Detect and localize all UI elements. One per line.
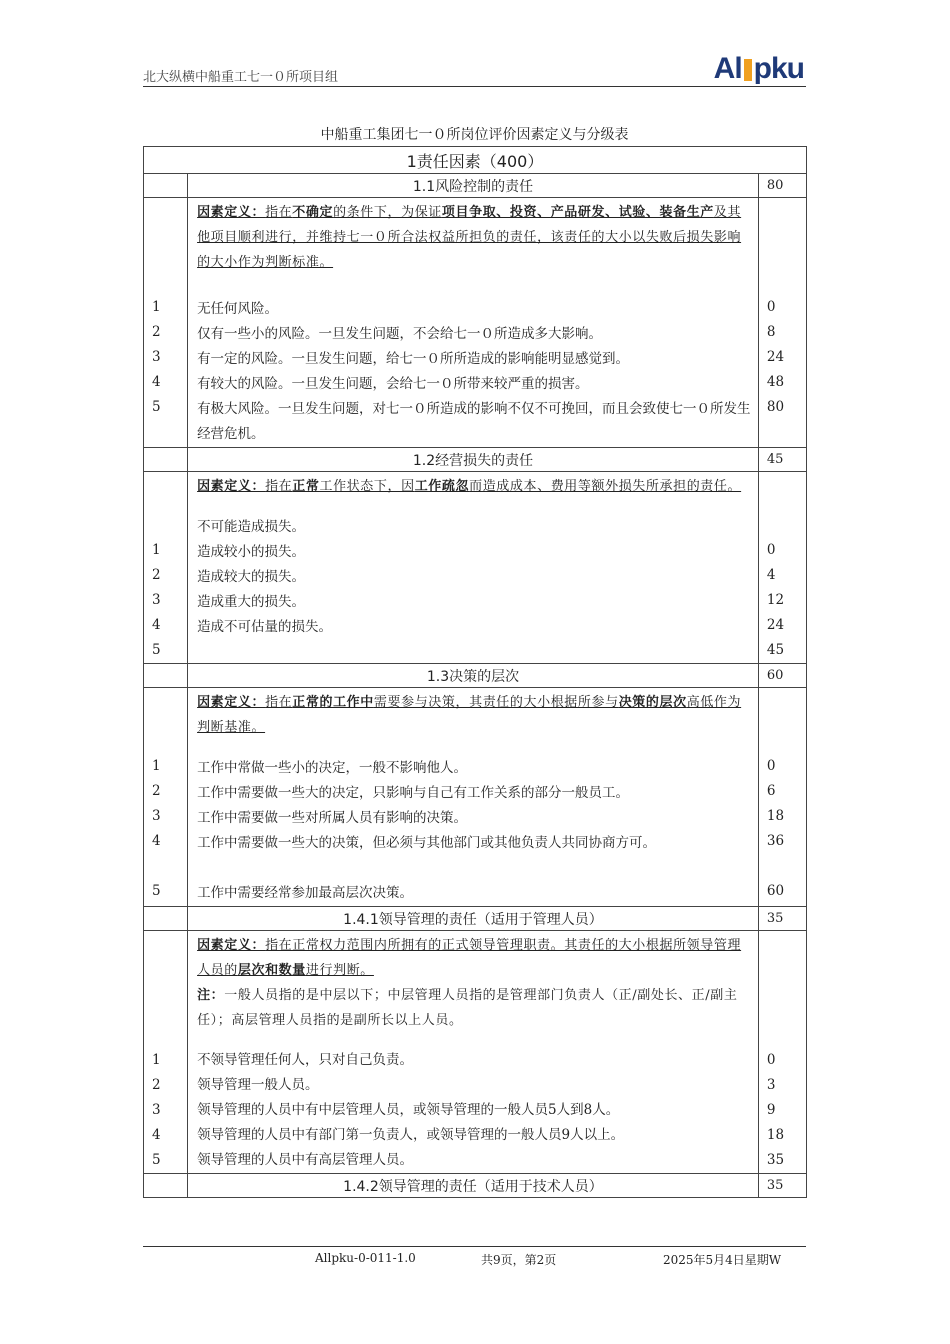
score-column: 0 4 12 24 45 [758, 472, 806, 664]
factor-content [188, 472, 759, 664]
evaluation-table [143, 146, 807, 1198]
document-id: Allpku-0-011-1.0 [315, 1251, 416, 1265]
level-descriptions: 工作中常做一些小的决定，一般不影响他人。 工作中需要做一些大的决定，只影响与自己有工作关系的部分一般员工。 工作中需要做一些对所属人员有影响的决策。 工作中需要做一些大的决策，但必须与其他部门或其他负责人共同协商方可。 工作中需要经常参加最高层次决策。 [197, 760, 657, 901]
factor-title: 1.2经营损失的责任 [188, 448, 759, 472]
factor-title: 1.4.1领导管理的责任（适用于管理人员） [188, 907, 759, 931]
factor-points: 80 [758, 174, 806, 198]
level-descriptions: 不可能造成损失。 造成较小的损失。 造成较大的损失。 造成重大的损失。 造成不可估量的损失。 [197, 519, 333, 635]
factor-content [188, 198, 759, 448]
factor-title: 1.4.2领导管理的责任（适用于技术人员） [188, 1174, 759, 1198]
factor-points: 35 [758, 1174, 806, 1198]
level-descriptions: 不领导管理任何人，只对自己负责。 领导管理一般人员。 领导管理的人员中有中层管理人员，或领导管理的一般人员5人到8人。 领导管理的人员中有部门第一负责人，或领导管理的一般人员9人以上。 领导管理的人员中有高层管理人员。 [197, 1052, 625, 1168]
logo-bar-icon [744, 59, 752, 81]
factor-definition: 因素定义：指在正常的工作中需要参与决策，其责任的大小根据所参与决策的层次高低作为判断基准。 [197, 695, 742, 735]
factor-content [188, 931, 759, 1174]
footer-date: 2025年5月4日星期W [663, 1253, 782, 1267]
factor-points: 60 [758, 664, 806, 688]
factor-definition: 因素定义：指在不确定的条件下，为保证项目争取、投资、产品研发、试验、装备生产及其他项目顺利进行，并维持七一０所合法权益所担负的责任，该责任的大小以失败后损失影响的大小作为判断标准。 [197, 205, 742, 270]
factor-definition: 因素定义：指在正常权力范围内所拥有的正式领导管理职责。其责任的大小根据所领导管理人员的层次和数量进行判断。 注：一般人员指的是中层以下；中层管理人员指的是管理部门负责人（正/副处长、正/副主任）；高层管理人员指的是副所长以上人员。 [197, 938, 742, 1028]
org-name: 北大纵横中船重工七一０所项目组 [143, 70, 339, 85]
level-column: 1 2 3 4 5 [144, 472, 188, 664]
page-footer [143, 1246, 806, 1267]
factor-title: 1.3决策的层次 [188, 664, 759, 688]
page-number: 共9页，第2页 [481, 1253, 557, 1267]
factor-definition: 因素定义：指在正常工作状态下，因工作疏忽而造成成本、费用等额外损失所承担的责任。 [197, 479, 742, 494]
score-column: 0 8 24 48 80 [758, 198, 806, 448]
allpku-logo: Al pku [713, 52, 804, 85]
level-column: 1 2 3 4 5 [144, 198, 188, 448]
factor-points: 45 [758, 448, 806, 472]
factor-content [188, 688, 759, 907]
factor-title: 1.1风险控制的责任 [188, 174, 759, 198]
page-header [143, 52, 806, 87]
score-column: 0 6 18 36 60 [758, 688, 806, 907]
level-descriptions: 无任何风险。 仅有一些小的风险。一旦发生问题，不会给七一０所造成多大影响。 有一定的风险。一旦发生问题，给七一０所所造成的影响能明显感觉到。 有较大的风险。一旦发生问题，会给七一０所带来较严重的损害。 有极大风险。一旦发生问题，对七一０所造成的影响不仅不可挽回，而且会致使七一０所发生经营危机。 [197, 301, 751, 442]
level-column: 1 2 3 4 5 [144, 931, 188, 1174]
document-title: 中船重工集团七一０所岗位评价因素定义与分级表 [320, 127, 629, 143]
section-title: 1责任因素（400） [144, 147, 807, 174]
level-column: 1 2 3 4 5 [144, 688, 188, 907]
score-column: 0 3 9 18 35 [758, 931, 806, 1174]
factor-points: 35 [758, 907, 806, 931]
